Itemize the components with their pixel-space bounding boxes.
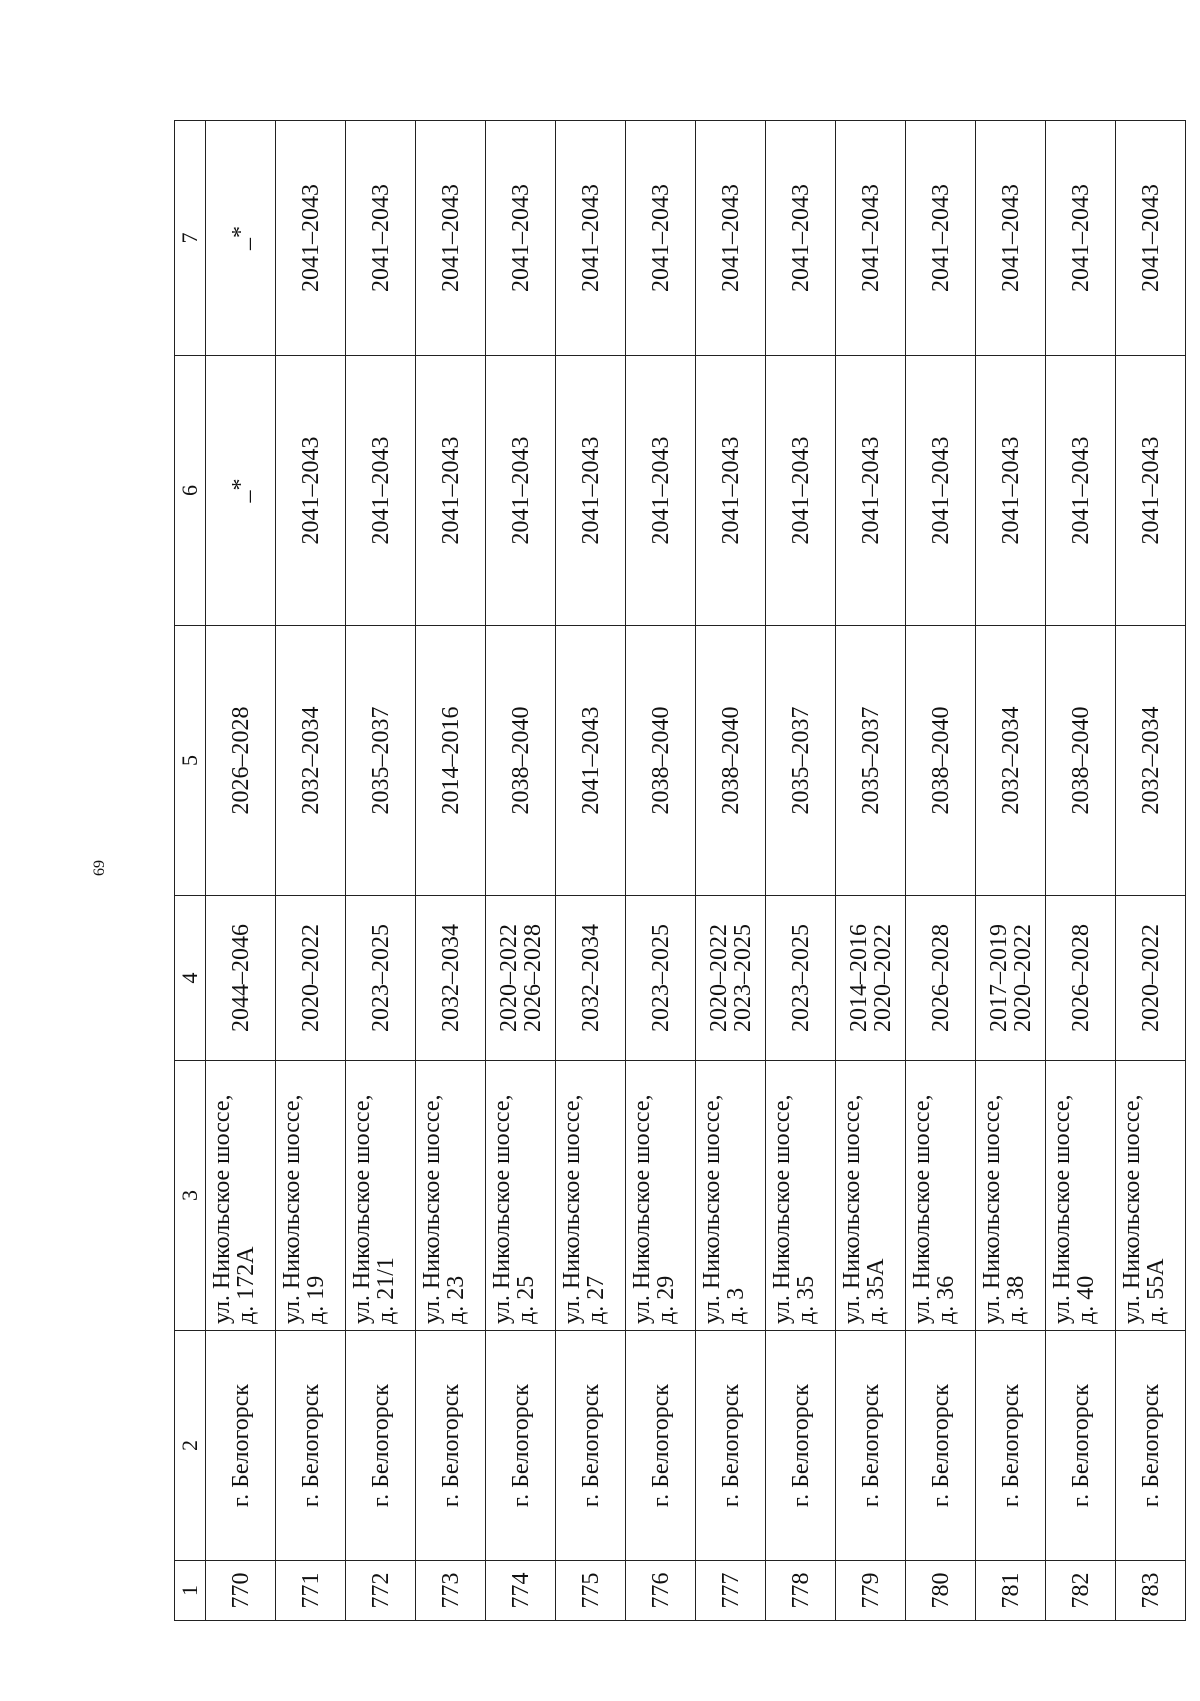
address-cell xyxy=(626,1061,696,1331)
column-header-5: 5 xyxy=(175,626,206,896)
table-row xyxy=(486,121,556,1621)
period-col4-line1: 2020–2022 xyxy=(495,924,522,1032)
period-col4-cell xyxy=(556,896,626,1061)
row-number-cell: 780 xyxy=(906,1561,976,1621)
period-col5-cell: 2038–2040 xyxy=(626,626,696,896)
period-col4-line1: 2020–2022 xyxy=(297,924,324,1032)
period-col4-line1: 2032–2034 xyxy=(577,924,604,1032)
period-col5-cell: 2032–2034 xyxy=(976,626,1046,896)
period-col6-cell: 2041–2043 xyxy=(346,356,416,626)
period-col4-line1: 2032–2034 xyxy=(437,924,464,1032)
period-col4-line1: 2023–2025 xyxy=(787,924,814,1032)
address-street: ул. Никольское шоссе, xyxy=(699,1094,725,1324)
address-street: ул. Никольское шоссе, xyxy=(909,1094,935,1324)
row-number-cell: 777 xyxy=(696,1561,766,1621)
period-col4-line1: 2020–2022 xyxy=(705,924,732,1032)
period-col6-cell: 2041–2043 xyxy=(276,356,346,626)
period-col4-cell xyxy=(416,896,486,1061)
table-row xyxy=(696,121,766,1621)
address-house: д. 38 xyxy=(1003,1275,1029,1324)
period-col7-cell: 2041–2043 xyxy=(416,121,486,356)
period-col6-cell: 2041–2043 xyxy=(766,356,836,626)
city-cell: г. Белогорск xyxy=(1116,1331,1186,1561)
address-street: ул. Никольское шоссе, xyxy=(209,1094,235,1324)
city-cell: г. Белогорск xyxy=(1046,1331,1116,1561)
address-street: ул. Никольское шоссе, xyxy=(1049,1094,1075,1324)
table-row xyxy=(1046,121,1116,1621)
column-header-4: 4 xyxy=(175,896,206,1061)
period-col4-cell xyxy=(346,896,416,1061)
address-house: д. 3 xyxy=(723,1287,749,1324)
table-row xyxy=(416,121,486,1621)
address-house: д. 29 xyxy=(653,1275,679,1324)
address-cell xyxy=(346,1061,416,1331)
page-number: 69 xyxy=(91,860,108,876)
period-col7-cell: 2041–2043 xyxy=(1046,121,1116,356)
period-col4-cell xyxy=(626,896,696,1061)
city-cell: г. Белогорск xyxy=(836,1331,906,1561)
period-col7-cell: 2041–2043 xyxy=(1116,121,1186,356)
city-cell: г. Белогорск xyxy=(976,1331,1046,1561)
city-cell: г. Белогорск xyxy=(206,1331,276,1561)
table-row xyxy=(276,121,346,1621)
period-col5-cell: 2032–2034 xyxy=(1116,626,1186,896)
period-col4-line1: 2020–2022 xyxy=(1137,924,1164,1032)
address-cell xyxy=(276,1061,346,1331)
period-col7-cell: 2041–2043 xyxy=(556,121,626,356)
period-col5-cell: 2035–2037 xyxy=(346,626,416,896)
column-header-6: 6 xyxy=(175,356,206,626)
address-house: д. 35 xyxy=(793,1275,819,1324)
period-col7-cell: 2041–2043 xyxy=(906,121,976,356)
table-container xyxy=(174,121,1169,1621)
address-cell xyxy=(206,1061,276,1331)
period-col7-cell: _* xyxy=(206,121,276,356)
city-cell: г. Белогорск xyxy=(766,1331,836,1561)
address-cell xyxy=(976,1061,1046,1331)
city-cell: г. Белогорск xyxy=(696,1331,766,1561)
city-cell: г. Белогорск xyxy=(486,1331,556,1561)
period-col6-cell: 2041–2043 xyxy=(976,356,1046,626)
period-col5-cell: 2035–2037 xyxy=(766,626,836,896)
address-house: д. 36 xyxy=(933,1275,959,1324)
period-col7-cell: 2041–2043 xyxy=(976,121,1046,356)
address-street: ул. Никольское шоссе, xyxy=(769,1094,795,1324)
period-col6-cell: 2041–2043 xyxy=(416,356,486,626)
table-row xyxy=(556,121,626,1621)
address-house: д. 23 xyxy=(443,1275,469,1324)
period-col7-cell: 2041–2043 xyxy=(486,121,556,356)
address-street: ул. Никольское шоссе, xyxy=(489,1094,515,1324)
period-col6-cell: 2041–2043 xyxy=(1116,356,1186,626)
row-number-cell: 783 xyxy=(1116,1561,1186,1621)
period-col4-cell xyxy=(486,896,556,1061)
address-cell xyxy=(696,1061,766,1331)
address-street: ул. Никольское шоссе, xyxy=(1119,1094,1145,1324)
row-number-cell: 770 xyxy=(206,1561,276,1621)
address-house: д. 21/1 xyxy=(373,1257,399,1324)
row-number-cell: 775 xyxy=(556,1561,626,1621)
period-col6-cell: 2041–2043 xyxy=(696,356,766,626)
address-cell xyxy=(556,1061,626,1331)
period-col6-cell: 2041–2043 xyxy=(486,356,556,626)
table-body xyxy=(206,121,1186,1621)
row-number-cell: 781 xyxy=(976,1561,1046,1621)
address-house: д. 19 xyxy=(303,1275,329,1324)
address-street: ул. Никольское шоссе, xyxy=(979,1094,1005,1324)
address-house: д. 172А xyxy=(233,1246,259,1324)
address-street: ул. Никольское шоссе, xyxy=(559,1094,585,1324)
period-col4-line1: 2017–2019 xyxy=(985,924,1012,1032)
period-col5-cell: 2035–2037 xyxy=(836,626,906,896)
table-row xyxy=(1116,121,1186,1621)
city-cell: г. Белогорск xyxy=(346,1331,416,1561)
table-row xyxy=(836,121,906,1621)
address-house: д. 40 xyxy=(1073,1275,1099,1324)
period-col5-cell: 2038–2040 xyxy=(486,626,556,896)
column-header-7: 7 xyxy=(175,121,206,356)
period-col4-cell xyxy=(976,896,1046,1061)
period-col4-cell xyxy=(696,896,766,1061)
period-col4-line1: 2023–2025 xyxy=(647,924,674,1032)
period-col6-cell: 2041–2043 xyxy=(1046,356,1116,626)
period-col5-cell: 2032–2034 xyxy=(276,626,346,896)
period-col6-cell: 2041–2043 xyxy=(556,356,626,626)
period-col5-cell: 2038–2040 xyxy=(696,626,766,896)
address-cell xyxy=(836,1061,906,1331)
period-col4-line1: 2026–2028 xyxy=(927,924,954,1032)
period-col6-cell: _* xyxy=(206,356,276,626)
period-col7-cell: 2041–2043 xyxy=(276,121,346,356)
period-col4-line2: 2026–2028 xyxy=(519,924,546,1032)
table-row xyxy=(626,121,696,1621)
period-col4-line2: 2020–2022 xyxy=(869,924,896,1032)
period-col4-cell xyxy=(1116,896,1186,1061)
row-number-cell: 772 xyxy=(346,1561,416,1621)
city-cell: г. Белогорск xyxy=(906,1331,976,1561)
table-row xyxy=(766,121,836,1621)
period-col7-cell: 2041–2043 xyxy=(836,121,906,356)
period-col4-cell xyxy=(206,896,276,1061)
address-cell xyxy=(486,1061,556,1331)
period-col4-cell xyxy=(836,896,906,1061)
period-col4-line2: 2023–2025 xyxy=(729,924,756,1032)
period-col7-cell: 2041–2043 xyxy=(766,121,836,356)
period-col4-line2: 2020–2022 xyxy=(1009,924,1036,1032)
row-number-cell: 771 xyxy=(276,1561,346,1621)
period-col6-cell: 2041–2043 xyxy=(906,356,976,626)
period-col5-cell: 2014–2016 xyxy=(416,626,486,896)
address-cell xyxy=(906,1061,976,1331)
period-col4-cell xyxy=(766,896,836,1061)
column-header-1: 1 xyxy=(175,1561,206,1621)
period-col7-cell: 2041–2043 xyxy=(696,121,766,356)
city-cell: г. Белогорск xyxy=(626,1331,696,1561)
address-house: д. 35А xyxy=(863,1258,889,1324)
period-col6-cell: 2041–2043 xyxy=(836,356,906,626)
address-house: д. 27 xyxy=(583,1275,609,1324)
address-street: ул. Никольское шоссе, xyxy=(629,1094,655,1324)
row-number-cell: 774 xyxy=(486,1561,556,1621)
row-number-cell: 778 xyxy=(766,1561,836,1621)
table-row xyxy=(206,121,276,1621)
period-col4-line1: 2026–2028 xyxy=(1067,924,1094,1032)
period-col4-cell xyxy=(276,896,346,1061)
period-col4-line1: 2023–2025 xyxy=(367,924,394,1032)
address-street: ул. Никольское шоссе, xyxy=(349,1094,375,1324)
period-col7-cell: 2041–2043 xyxy=(626,121,696,356)
address-cell xyxy=(1116,1061,1186,1331)
row-number-cell: 773 xyxy=(416,1561,486,1621)
table-row xyxy=(346,121,416,1621)
period-col7-cell: 2041–2043 xyxy=(346,121,416,356)
address-street: ул. Никольское шоссе, xyxy=(839,1094,865,1324)
period-col4-line1: 2014–2016 xyxy=(845,924,872,1032)
period-col5-cell: 2041–2043 xyxy=(556,626,626,896)
address-cell xyxy=(1046,1061,1116,1331)
header-row xyxy=(175,121,206,1621)
period-col5-cell: 2038–2040 xyxy=(1046,626,1116,896)
address-cell xyxy=(416,1061,486,1331)
city-cell: г. Белогорск xyxy=(416,1331,486,1561)
city-cell: г. Белогорск xyxy=(556,1331,626,1561)
column-header-3: 3 xyxy=(175,1061,206,1331)
column-header-2: 2 xyxy=(175,1331,206,1561)
table-row xyxy=(906,121,976,1621)
address-cell xyxy=(766,1061,836,1331)
period-col5-cell: 2026–2028 xyxy=(206,626,276,896)
row-number-cell: 782 xyxy=(1046,1561,1116,1621)
schedule-table xyxy=(174,120,1186,1621)
address-street: ул. Никольское шоссе, xyxy=(419,1094,445,1324)
city-cell: г. Белогорск xyxy=(276,1331,346,1561)
address-house: д. 55А xyxy=(1143,1258,1169,1324)
period-col5-cell: 2038–2040 xyxy=(906,626,976,896)
address-street: ул. Никольское шоссе, xyxy=(279,1094,305,1324)
period-col4-cell xyxy=(906,896,976,1061)
period-col6-cell: 2041–2043 xyxy=(626,356,696,626)
address-house: д. 25 xyxy=(513,1275,539,1324)
table-row xyxy=(976,121,1046,1621)
period-col4-cell xyxy=(1046,896,1116,1061)
row-number-cell: 776 xyxy=(626,1561,696,1621)
period-col4-line1: 2044–2046 xyxy=(227,924,254,1032)
row-number-cell: 779 xyxy=(836,1561,906,1621)
